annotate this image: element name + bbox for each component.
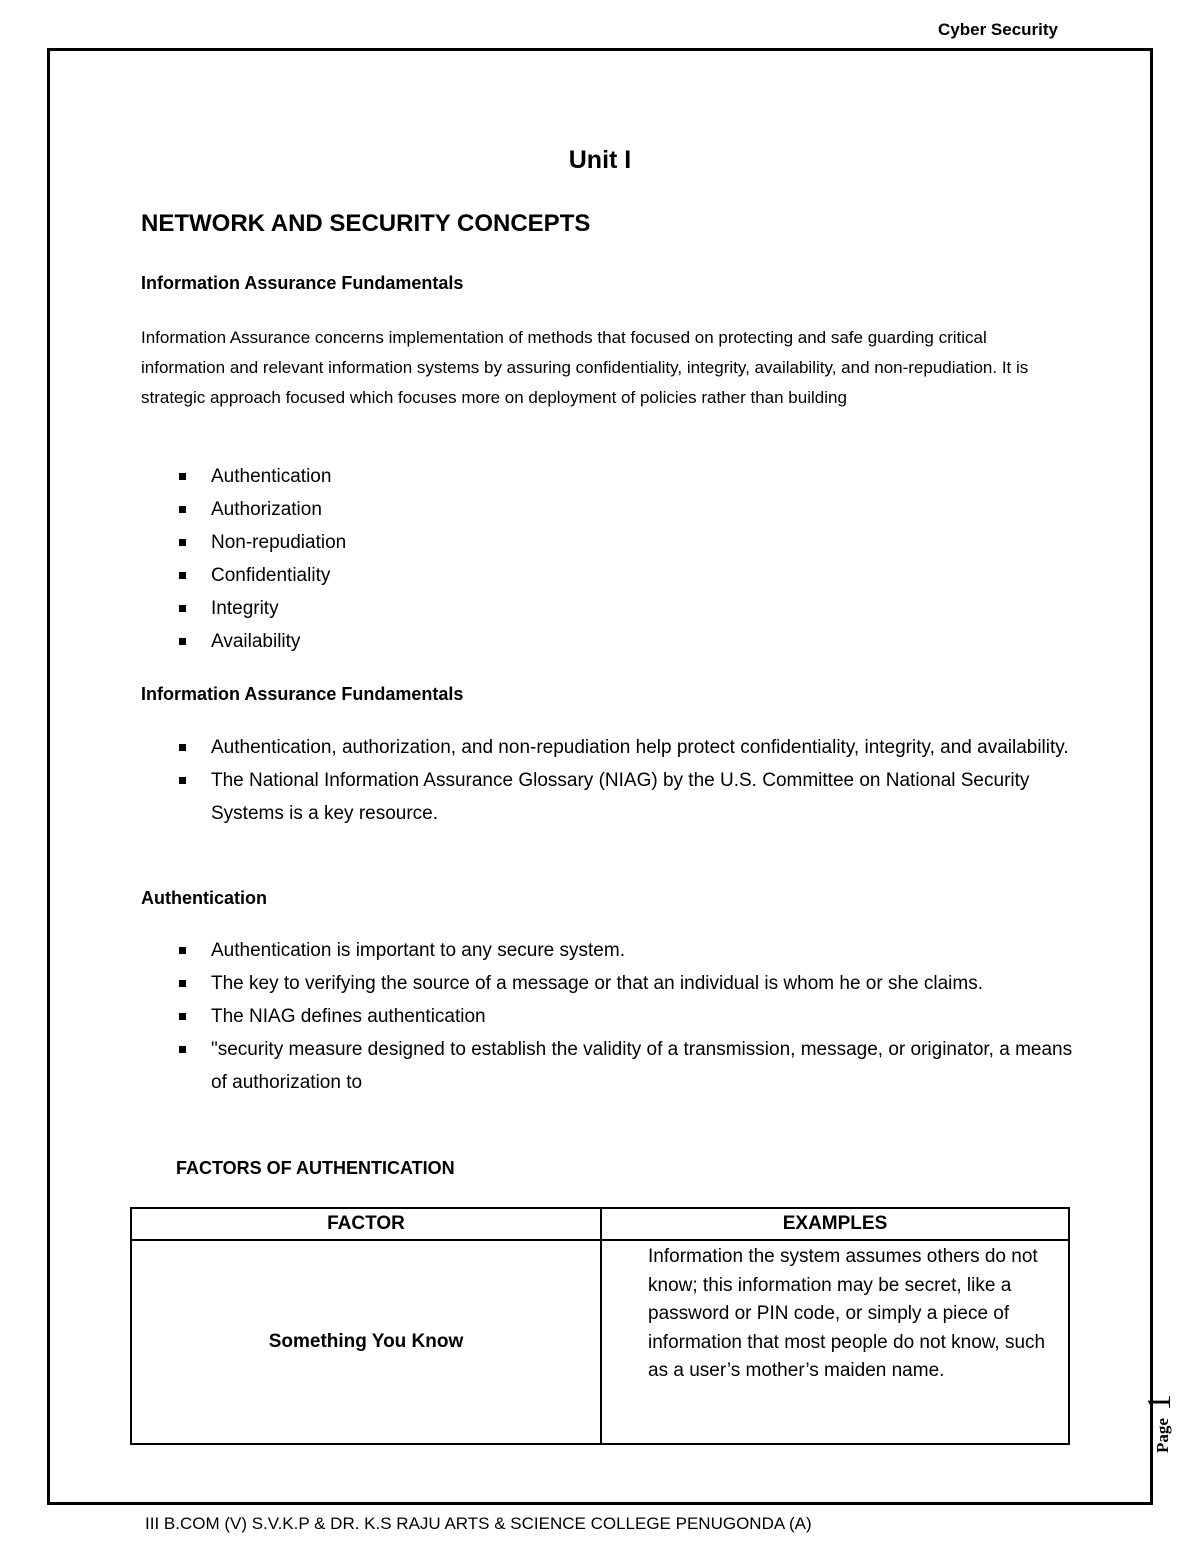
list-item: The NIAG defines authentication <box>141 1000 1081 1033</box>
authentication-list <box>141 934 1081 1099</box>
intro-paragraph: Information Assurance concerns implementation of methods that focused on protecting and safe guarding critical information and relevant information systems by assuring confidentiality, integrity, availability, and non-repudiation. It is strategic approach focused which focuses more on deployment of policies rather than building <box>141 328 1029 407</box>
footer: III B.COM (V) S.V.K.P & DR. K.S RAJU ARTS & SCIENCE COLLEGE PENUGONDA (A) <box>145 1514 812 1533</box>
running-header: Cyber Security <box>938 20 1058 39</box>
page-number <box>1120 1385 1180 1455</box>
list-item: Authentication <box>141 460 1081 493</box>
list-item: The key to verifying the source of a message or that an individual is whom he or she claims. <box>141 967 1081 1000</box>
section-heading: Information Assurance Fundamentals <box>141 684 464 704</box>
section-heading: Information Assurance Fundamentals <box>141 273 464 293</box>
list-item: "security measure designed to establish the validity of a transmission, message, or originator, a means of authorization to <box>141 1033 1081 1099</box>
factors-heading: FACTORS OF AUTHENTICATION <box>176 1158 455 1178</box>
fundamentals-list <box>141 460 1081 658</box>
list-item: Authorization <box>141 493 1081 526</box>
section-heading: Authentication <box>141 888 267 908</box>
table-header-row <box>131 1208 1069 1240</box>
chapter-title: NETWORK AND SECURITY CONCEPTS <box>141 210 591 237</box>
factor-cell: Something You Know <box>131 1240 601 1444</box>
list-item: Authentication is important to any secure system. <box>141 934 1081 967</box>
table-row <box>131 1240 1069 1444</box>
list-item: The National Information Assurance Glossary (NIAG) by the U.S. Committee on National Security Systems is a key resource. <box>141 764 1081 830</box>
column-header: FACTOR <box>131 1208 601 1240</box>
page-number-graphic <box>1120 1385 1180 1455</box>
page-number-value: 1 <box>1141 1394 1178 1411</box>
list-item: Confidentiality <box>141 559 1081 592</box>
unit-title: Unit I <box>568 146 632 174</box>
fundamentals-notes-list <box>141 731 1081 830</box>
list-item: Integrity <box>141 592 1081 625</box>
column-header: EXAMPLES <box>601 1208 1069 1240</box>
list-item: Availability <box>141 625 1081 658</box>
list-item: Authentication, authorization, and non-repudiation help protect confidentiality, integrity, and availability. <box>141 731 1081 764</box>
list-item: Non-repudiation <box>141 526 1081 559</box>
page-label: Page <box>1153 1418 1172 1453</box>
factors-table <box>130 1207 1070 1445</box>
example-cell: Information the system assumes others do not know; this information may be secret, like a password or PIN code, or simply a piece of information that most people do not know, such as a user’s mother’s maiden name. <box>601 1240 1069 1444</box>
